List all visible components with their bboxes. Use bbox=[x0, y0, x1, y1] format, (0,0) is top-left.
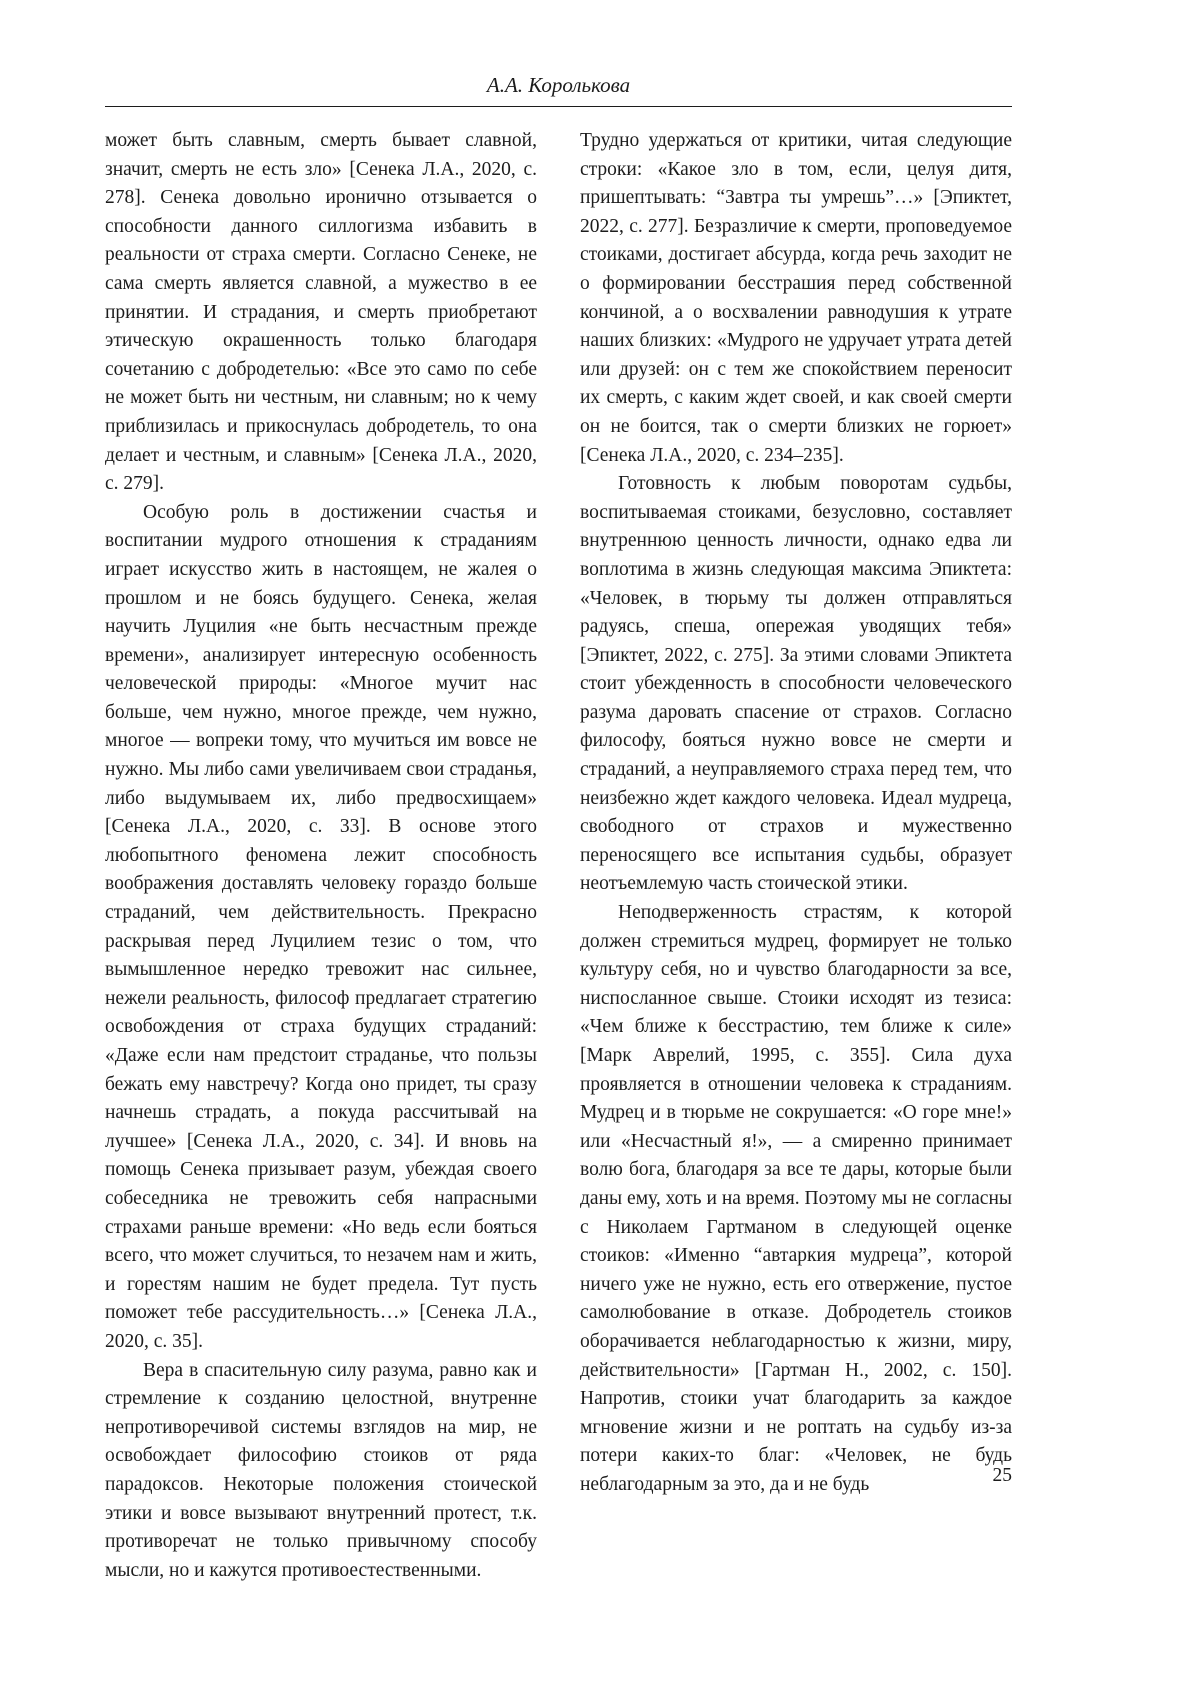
right-column bbox=[580, 127, 1012, 1585]
left-column bbox=[105, 127, 537, 1585]
paragraph: Трудно удержаться от критики, читая следующие строки: «Какое зло в том, если, целуя дитя, пришептывать: “Завтра ты умрешь”…» [Эпиктет, 2022, с. 277]. Безразличие к смерти, проповедуемое стоиками, достигает абсурда, когда речь заходит не о формировании бесстрашия перед собственной кончиной, а о восхвалении равнодушия к утрате наших близких: «Мудрого не удручает утрата детей или друзей: он с тем же спокойствием переносит их смерть, с каким ждет своей, и как своей смерти он не боится, так о смерти близких не горюет» [Сенека Л.А., 2020, с. 234–235]. bbox=[580, 130, 1012, 466]
header-divider bbox=[105, 106, 1012, 107]
paragraph: Неподверженность страстям, к которой должен стремиться мудрец, формирует не только культуру себя, но и чувство благодарности за все, ниспосланное свыше. Стоики исходят из тезиса: «Чем ближе к бесстрастию, тем ближе к силе» [Марк Аврелий, 1995, с. 355]. Сила духа проявляется в отношении человека к страданиям. Мудрец и в тюрьме не сокрушается: «О горе мне!» или «Несчастный я!», — а смиренно принимает волю бога, благодаря за все те дары, которые были даны ему, хоть и на время. Поэтому мы не согласны с Николаем Гартманом в следующей оценке стоиков: «Именно “автаркия мудреца”, которой ничего уже не нужно, есть его отвержение, пустое самолюбование в отказе. Добродетель стоиков оборачивается неблагодарностью к жизни, миру, действительности» [Гартман Н., 2002, с. 150]. Напротив, стоики учат благодарить за каждое мгновение жизни и не роптать на судьбу из-за потери каких-то благ: «Человек, не будь неблагодарным за это, да и не будь bbox=[580, 902, 1012, 1495]
content-area bbox=[105, 72, 1012, 1585]
running-head-author: А.А. Королькова bbox=[486, 73, 631, 97]
paragraph: Готовность к любым поворотам судьбы, воспитываемая стоиками, безусловно, составляет внутреннюю ценность личности, однако едва ли воплотима в жизнь следующая максима Эпиктета: «Человек, в тюрьму ты должен отправляться радуясь, спеша, опережая уводящих тебя» [Эпиктет, 2022, с. 275]. За этими словами Эпиктета стоит убежденность в способности человеческого разума даровать спасение от страхов. Согласно философу, бояться нужно вовсе не смерти и страданий, а неуправляемого страха перед тем, что неизбежно ждет каждого человека. Идеал мудреца, свободного от страхов и мужественно переносящего все испытания судьбы, образует неотъемлемую часть стоической этики. bbox=[580, 473, 1012, 895]
page-number: 25 bbox=[992, 1465, 1012, 1486]
paragraph: Вера в спасительную силу разума, равно как и стремление к созданию целостной, внутренне непротиворечивой системы взглядов на мир, не освобождает философию стоиков от ряда парадоксов. Некоторые положения стоической этики и вовсе вызывают внутренний протест, т.к. противоречат не только привычному способу мысли, но и кажутся противоестественными. bbox=[105, 1359, 537, 1581]
two-column-body bbox=[105, 127, 1012, 1585]
paragraph: Особую роль в достижении счастья и воспитании мудрого отношения к страданиям играет искусство жить в настоящем, не жалея о прошлом и не боясь будущего. Сенека, желая научить Луцилия «не быть несчастным прежде времени», анализирует интересную особенность человеческой природы: «Многое мучит нас больше, чем нужно, многое прежде, чем нужно, многое — вопреки тому, что мучиться им вовсе не нужно. Мы либо сами увеличиваем свои страданья, либо выдумываем их, либо предвосхищаем» [Сенека Л.А., 2020, с. 33]. В основе этого любопытного феномена лежит способность воображения доставлять человеку гораздо больше страданий, чем действительность. Прекрасно раскрывая перед Луцилием тезис о том, что вымышленное нередко тревожит нас сильнее, нежели реальность, философ предлагает стратегию освобождения от страха будущих страданий: «Даже если нам предстоит страданье, что пользы бежать ему навстречу? Когда оно придет, ты сразу начнешь страдать, а покуда рассчитывай на лучшее» [Сенека Л.А., 2020, с. 34]. И вновь на помощь Сенека призывает разум, убеждая своего собеседника не тревожить себя напрасными страхами раньше времени: «Но ведь если бояться всего, что может случиться, то незачем нам и жить, и горестям нашим не будет предела. Тут пусть поможет тебе рассудительность…» [Сенека Л.А., 2020, с. 35]. bbox=[105, 501, 537, 1352]
paragraph: может быть славным, смерть бывает славной, значит, смерть не есть зло» [Сенека Л.А., 2020, с. 278]. Сенека довольно иронично отзывается о способности данного силлогизма избавить в реальности от страха смерти. Согласно Сенеке, не сама смерть является славной, а мужество в ее принятии. И страдания, и смерть приобретают этическую окрашенность только благодаря сочетанию с добродетелью: «Все это само по себе не может быть ни честным, ни славным; но к чему приблизилась и прикоснулась добродетель, то она делает и честным, и славным» [Сенека Л.А., 2020, с. 279]. bbox=[105, 130, 537, 495]
